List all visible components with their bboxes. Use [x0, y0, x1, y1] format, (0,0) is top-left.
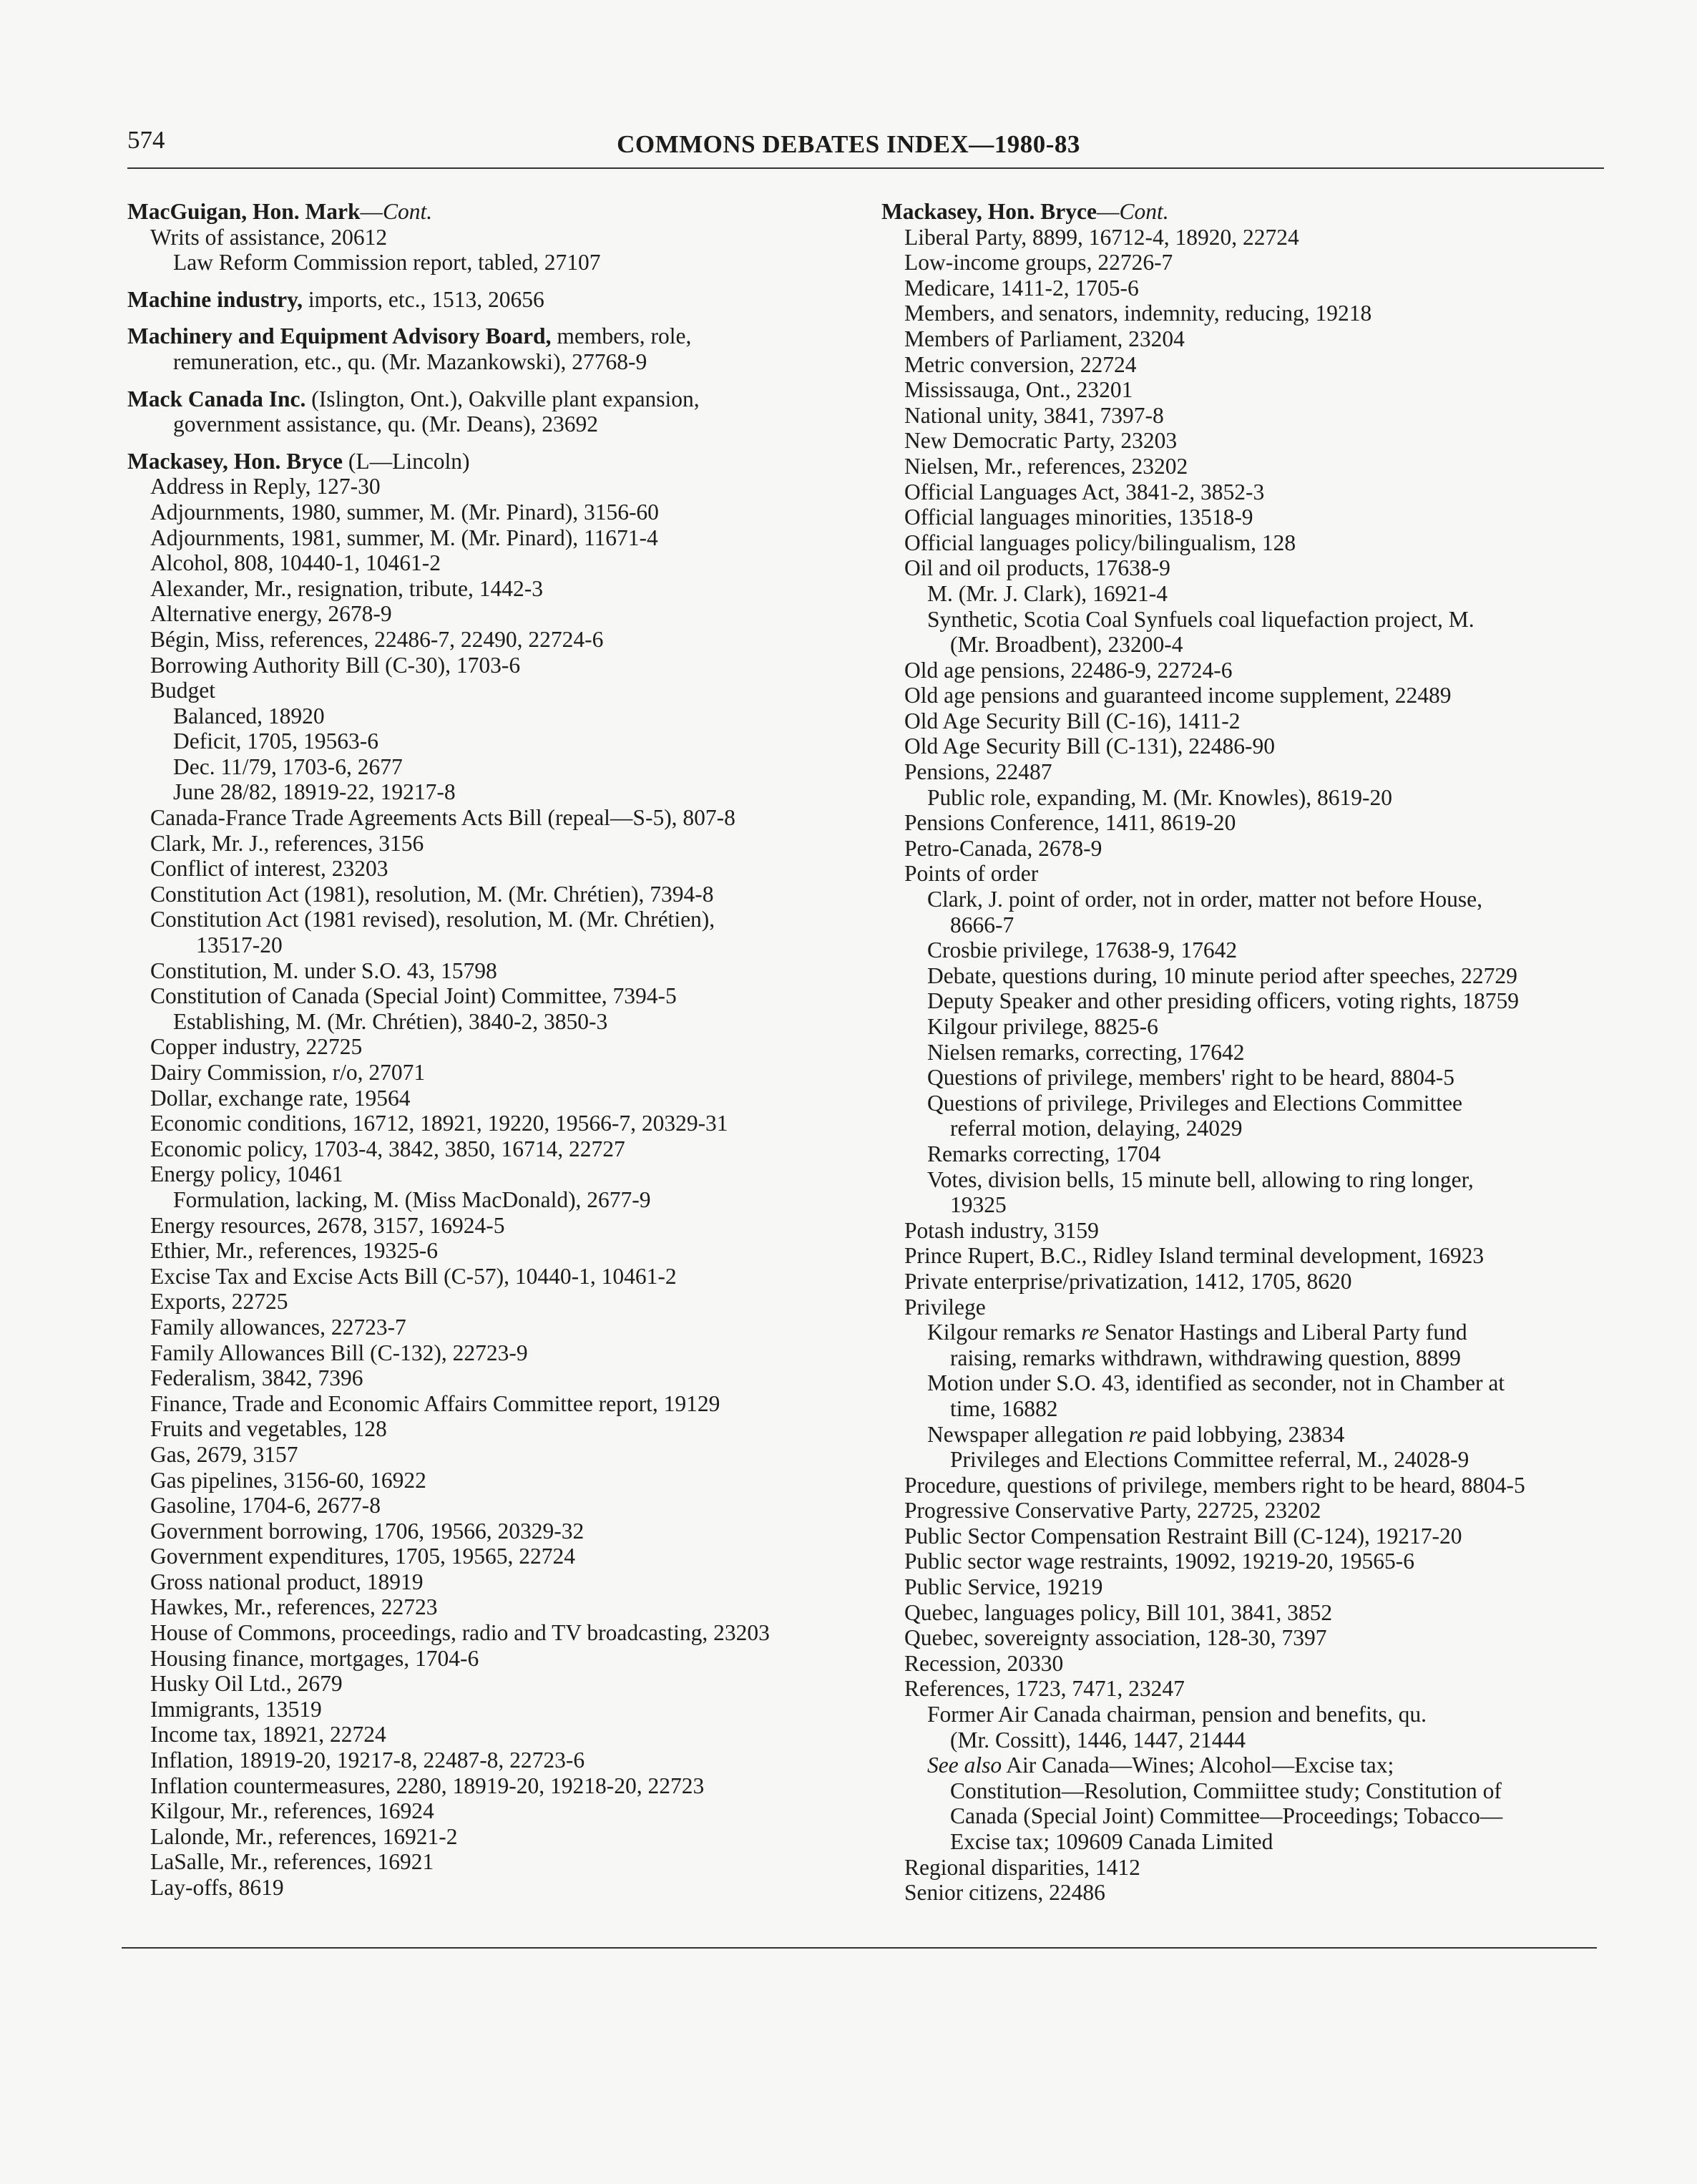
index-subentry: Pensions Conference, 1411, 8619-20 [904, 810, 1236, 836]
index-subentry: Law Reform Commission report, tabled, 27107 [173, 250, 601, 276]
index-subentry: Writs of assistance, 20612 [150, 224, 388, 250]
footer-rule [122, 1947, 1597, 1949]
index-subentry: Constitution Act (1981 revised), resolution, M. (Mr. Chrétien), [150, 907, 715, 932]
index-subentry: Inflation, 18919-20, 19217-8, 22487-8, 22723-6 [150, 1747, 585, 1773]
index-subentry: Questions of privilege, Privileges and Elections Committee [927, 1090, 1462, 1116]
continued-marker: Cont. [383, 199, 433, 224]
index-subentry: Members, and senators, indemnity, reducing, 19218 [904, 301, 1372, 326]
index-subentry: Synthetic, Scotia Coal Synfuels coal liquefaction project, M. [927, 606, 1475, 632]
index-subentry: Establishing, M. (Mr. Chrétien), 3840-2, 3850-3 [173, 1008, 608, 1034]
index-heading-entry [127, 199, 843, 225]
index-subentry: Inflation countermeasures, 2280, 18919-20, 19218-20, 22723 [150, 1773, 705, 1798]
index-subentry: Public role, expanding, M. (Mr. Knowles), 8619-20 [927, 784, 1393, 810]
index-subentry: Formulation, lacking, M. (Miss MacDonald), 2677-9 [173, 1186, 651, 1212]
index-subentry: Old Age Security Bill (C-131), 22486-90 [904, 733, 1275, 759]
index-subentry: referral motion, delaying, 24029 [950, 1116, 1243, 1141]
index-subentry: Alcohol, 808, 10440-1, 10461-2 [150, 550, 441, 576]
index-subentry: Family allowances, 22723-7 [150, 1314, 406, 1340]
index-subentry: 8666-7 [950, 912, 1014, 937]
index-subentry: Dollar, exchange rate, 19564 [150, 1085, 411, 1111]
index-subentry: Government expenditures, 1705, 19565, 22724 [150, 1544, 576, 1569]
index-subentry: Recession, 20330 [904, 1650, 1064, 1676]
index-heading-entry [127, 449, 843, 474]
italic-re: re [1128, 1421, 1147, 1447]
heading-detail: imports, etc., 1513, 20656 [303, 286, 544, 312]
index-heading-entry [127, 287, 843, 313]
index-subentry: Public Service, 19219 [904, 1574, 1103, 1600]
index-subentry: Kilgour privilege, 8825-6 [927, 1014, 1158, 1039]
index-subentry: Economic policy, 1703-4, 3842, 3850, 16714, 22727 [150, 1136, 625, 1161]
subentry-text: Senator Hastings and Liberal Party fund [1099, 1320, 1467, 1345]
index-subentry: Husky Oil Ltd., 2679 [150, 1671, 343, 1697]
index-subentry: Budget [150, 678, 215, 703]
index-subentry: House of Commons, proceedings, radio and TV broadcasting, 23203 [150, 1620, 770, 1646]
heading-detail: (L—Lincoln) [342, 448, 470, 474]
index-subentry: Members of Parliament, 23204 [904, 326, 1185, 351]
index-subentry: Gross national product, 18919 [150, 1569, 424, 1594]
cross-reference-label: See also [927, 1752, 1002, 1778]
index-subentry: Housing finance, mortgages, 1704-6 [150, 1645, 479, 1671]
index-subentry: Remarks correcting, 1704 [927, 1141, 1161, 1166]
subentry-text: Kilgour remarks [927, 1320, 1082, 1345]
index-subentry: Votes, division bells, 15 minute bell, allowing to ring longer, [927, 1166, 1474, 1192]
index-subentry: Liberal Party, 8899, 16712-4, 18920, 22724 [904, 224, 1299, 250]
index-subentry: Borrowing Authority Bill (C-30), 1703-6 [150, 652, 521, 678]
italic-re: re [1081, 1320, 1100, 1345]
index-subentry: Fruits and vegetables, 128 [150, 1416, 387, 1442]
index-subentry: References, 1723, 7471, 23247 [904, 1676, 1185, 1702]
index-subentry: Senior citizens, 22486 [904, 1880, 1105, 1906]
index-subentry: time, 16882 [950, 1395, 1058, 1421]
index-subentry: Former Air Canada chairman, pension and benefits, qu. [927, 1702, 1427, 1727]
index-subentry: Alexander, Mr., resignation, tribute, 1442-3 [150, 575, 543, 601]
index-subentry: Quebec, languages policy, Bill 101, 3841, 3852 [904, 1599, 1333, 1625]
index-subentry: Debate, questions during, 10 minute period after speeches, 22729 [927, 962, 1517, 988]
index-subentry: Clark, J. point of order, not in order, matter not before House, [927, 887, 1483, 912]
index-subentry: Old age pensions, 22486-9, 22724-6 [904, 657, 1233, 683]
index-subentry: Adjournments, 1981, summer, M. (Mr. Pinard), 11671-4 [150, 525, 658, 550]
index-subentry: Excise Tax and Excise Acts Bill (C-57), 10440-1, 10461-2 [150, 1263, 677, 1289]
index-column-left [127, 199, 843, 1901]
index-subentry: M. (Mr. J. Clark), 16921-4 [927, 580, 1168, 606]
subentry-text: paid lobbying, 23834 [1146, 1421, 1345, 1447]
index-subentry: Immigrants, 13519 [150, 1696, 322, 1722]
index-subentry: Dairy Commission, r/o, 27071 [150, 1060, 426, 1085]
index-subentry: (Mr. Cossitt), 1446, 1447, 21444 [950, 1727, 1246, 1752]
index-subentry: Kilgour, Mr., references, 16924 [150, 1798, 434, 1824]
index-subentry: Energy policy, 10461 [150, 1161, 343, 1187]
index-subentry: Mississauga, Ont., 23201 [904, 377, 1133, 403]
index-subentry: Canada-France Trade Agreements Acts Bill (repeal—S-5), 807-8 [150, 805, 735, 831]
heading-detail: — [1096, 199, 1120, 224]
index-subentry: Lay-offs, 8619 [150, 1875, 284, 1900]
index-subentry: Finance, Trade and Economic Affairs Committee report, 19129 [150, 1390, 720, 1416]
index-subentry: Privilege [904, 1294, 986, 1320]
heading-term: Machinery and Equipment Advisory Board, [127, 323, 552, 349]
heading-term: Mackasey, Hon. Bryce [127, 448, 343, 474]
index-subentry: Official Languages Act, 3841-2, 3852-3 [904, 479, 1265, 504]
index-subentry: Oil and oil products, 17638-9 [904, 555, 1170, 581]
index-subentry: Public sector wage restraints, 19092, 19219-20, 19565-6 [904, 1549, 1414, 1574]
index-subentry: Lalonde, Mr., references, 16921-2 [150, 1823, 458, 1849]
index-subentry: Crosbie privilege, 17638-9, 17642 [927, 937, 1238, 963]
page-number: 574 [127, 126, 165, 154]
index-subentry: Old age pensions and guaranteed income supplement, 22489 [904, 683, 1452, 708]
index-subentry: Private enterprise/privatization, 1412, 1705, 8620 [904, 1268, 1352, 1294]
index-subentry: Official languages minorities, 13518-9 [904, 504, 1253, 530]
index-subentry: Old Age Security Bill (C-16), 1411-2 [904, 708, 1241, 733]
index-subentry: Constitution—Resolution, Commiittee study; Constitution of [950, 1778, 1502, 1803]
index-heading-entry [881, 199, 1604, 225]
index-subentry: Excise tax; 109609 Canada Limited [950, 1829, 1273, 1854]
index-subentry: Balanced, 18920 [173, 703, 325, 728]
index-subentry [881, 1752, 1604, 1778]
index-subentry: Family Allowances Bill (C-132), 22723-9 [150, 1340, 528, 1365]
index-subentry: National unity, 3841, 7397-8 [904, 402, 1164, 428]
index-subentry: Address in Reply, 127-30 [150, 474, 381, 499]
index-subentry: Alternative energy, 2678-9 [150, 601, 392, 627]
index-subentry: Adjournments, 1980, summer, M. (Mr. Pinard), 3156-60 [150, 499, 659, 525]
index-subentry: 13517-20 [196, 932, 283, 958]
index-subentry: Prince Rupert, B.C., Ridley Island terminal development, 16923 [904, 1243, 1485, 1269]
index-subentry: raising, remarks withdrawn, withdrawing question, 8899 [950, 1345, 1461, 1370]
index-subentry: Economic conditions, 16712, 18921, 19220, 19566-7, 20329-31 [150, 1111, 728, 1136]
index-subentry: Gas, 2679, 3157 [150, 1441, 298, 1467]
index-subentry: LaSalle, Mr., references, 16921 [150, 1849, 434, 1875]
index-subentry: Hawkes, Mr., references, 22723 [150, 1594, 438, 1620]
index-subentry: Bégin, Miss, references, 22486-7, 22490, 22724-6 [150, 626, 604, 652]
index-subentry: Federalism, 3842, 7396 [150, 1365, 363, 1391]
index-subentry: Motion under S.O. 43, identified as seconder, not in Chamber at [927, 1370, 1505, 1396]
index-subentry: Copper industry, 22725 [150, 1034, 363, 1060]
index-heading-entry [127, 323, 843, 349]
subentry-text: Air Canada—Wines; Alcohol—Excise tax; [1002, 1752, 1394, 1778]
index-subentry: Questions of privilege, members' right to be heard, 8804-5 [927, 1065, 1455, 1091]
index-subentry: Constitution Act (1981), resolution, M. (Mr. Chrétien), 7394-8 [150, 881, 714, 907]
index-subentry: Quebec, sovereignty association, 128-30, 7397 [904, 1625, 1327, 1651]
index-subentry: Nielsen remarks, correcting, 17642 [927, 1039, 1245, 1065]
index-subentry: Nielsen, Mr., references, 23202 [904, 453, 1188, 479]
index-subentry: Procedure, questions of privilege, members right to be heard, 8804-5 [904, 1472, 1525, 1498]
heading-detail: — [360, 199, 383, 224]
index-subentry: Low-income groups, 22726-7 [904, 250, 1173, 276]
index-subentry: Public Sector Compensation Restraint Bill (C-124), 19217-20 [904, 1523, 1462, 1549]
heading-term: MacGuigan, Hon. Mark [127, 199, 361, 224]
index-heading-entry [127, 386, 843, 412]
index-subentry: Points of order [904, 861, 1039, 887]
heading-detail: (Islington, Ont.), Oakville plant expansion, [305, 386, 700, 411]
index-subentry: Income tax, 18921, 22724 [150, 1722, 386, 1747]
index-subentry: Constitution of Canada (Special Joint) Committee, 7394-5 [150, 983, 677, 1009]
index-subentry: Constitution, M. under S.O. 43, 15798 [150, 957, 497, 983]
index-subentry [881, 1320, 1604, 1345]
index-subentry: Metric conversion, 22724 [904, 351, 1137, 377]
index-subentry: Government borrowing, 1706, 19566, 20329-32 [150, 1518, 585, 1544]
index-subentry: Medicare, 1411-2, 1705-6 [904, 275, 1139, 301]
index-subentry: government assistance, qu. (Mr. Deans), 23692 [173, 411, 598, 437]
index-subentry: remuneration, etc., qu. (Mr. Mazankowski), 27768-9 [173, 348, 647, 374]
index-subentry: 19325 [950, 1192, 1007, 1218]
heading-term: Mackasey, Hon. Bryce [881, 199, 1097, 224]
index-subentry: Dec. 11/79, 1703-6, 2677 [173, 754, 403, 779]
index-subentry: Privileges and Elections Committee referral, M., 24028-9 [950, 1447, 1469, 1473]
index-subentry: New Democratic Party, 23203 [904, 428, 1178, 454]
index-subentry: Ethier, Mr., references, 19325-6 [150, 1238, 438, 1264]
index-subentry: Exports, 22725 [150, 1289, 288, 1315]
index-subentry: Conflict of interest, 23203 [150, 856, 388, 882]
index-subentry: Gasoline, 1704-6, 2677-8 [150, 1493, 381, 1518]
index-subentry: Petro-Canada, 2678-9 [904, 835, 1102, 861]
index-subentry: June 28/82, 18919-22, 19217-8 [173, 779, 456, 805]
heading-detail: members, role, [551, 323, 692, 349]
index-subentry: Energy resources, 2678, 3157, 16924-5 [150, 1212, 505, 1238]
index-subentry: Official languages policy/bilingualism, 128 [904, 530, 1296, 555]
running-head-title: COMMONS DEBATES INDEX—1980-83 [617, 130, 1080, 158]
index-subentry [881, 1422, 1604, 1448]
index-subentry: (Mr. Broadbent), 23200-4 [950, 632, 1183, 658]
index-subentry: Clark, Mr. J., references, 3156 [150, 830, 424, 856]
index-subentry: Deficit, 1705, 19563-6 [173, 728, 378, 754]
header-rule [127, 167, 1604, 169]
heading-term: Machine industry, [127, 286, 303, 312]
continued-marker: Cont. [1119, 199, 1169, 224]
subentry-text: Newspaper allegation [927, 1421, 1129, 1447]
index-subentry: Pensions, 22487 [904, 759, 1052, 785]
index-subentry: Progressive Conservative Party, 22725, 23202 [904, 1498, 1321, 1524]
heading-term: Mack Canada Inc. [127, 386, 306, 411]
index-subentry: Deputy Speaker and other presiding officers, voting rights, 18759 [927, 988, 1519, 1014]
index-column-right [881, 199, 1604, 1906]
index-subentry: Regional disparities, 1412 [904, 1854, 1140, 1880]
index-subentry: Canada (Special Joint) Committee—Proceedings; Tobacco— [950, 1803, 1503, 1829]
index-subentry: Gas pipelines, 3156-60, 16922 [150, 1467, 426, 1493]
index-subentry: Potash industry, 3159 [904, 1217, 1099, 1243]
